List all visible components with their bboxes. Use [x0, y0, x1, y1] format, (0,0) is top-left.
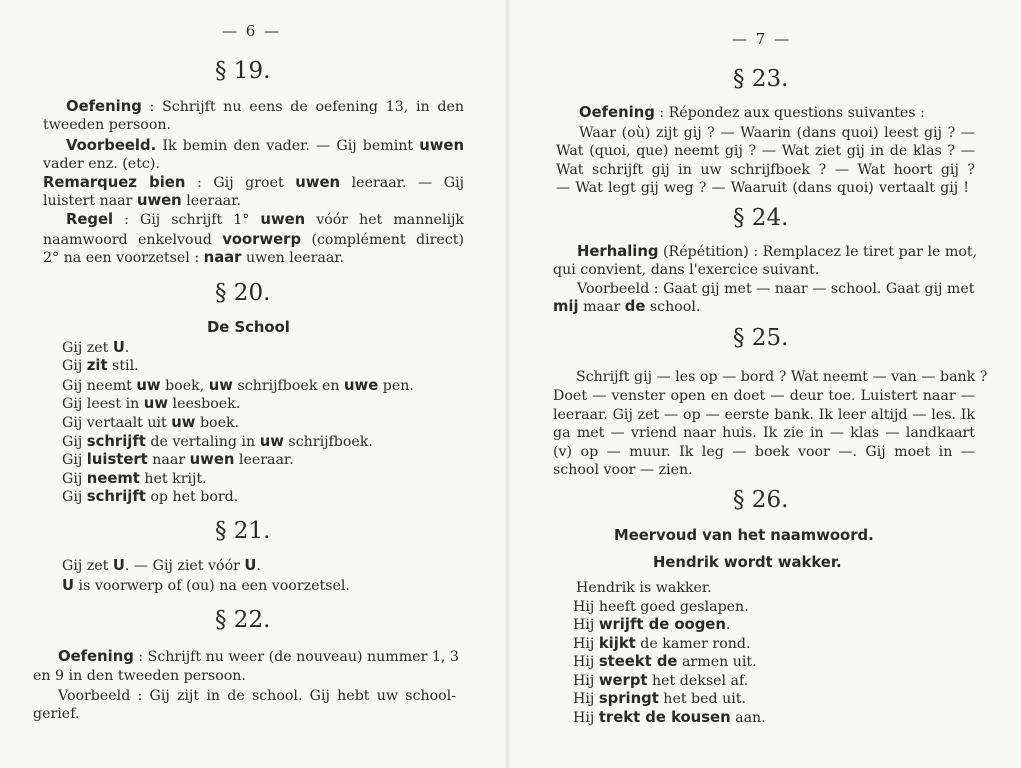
- section-heading: § 26.: [733, 487, 789, 513]
- text-line: mij maar de school.: [553, 298, 701, 315]
- section-heading: § 20.: [215, 280, 271, 306]
- text-line: Doet — venster open en doet — deur toe. Luistert naar —: [553, 388, 975, 404]
- text-line: Gij zet U.: [62, 339, 130, 356]
- section-heading: § 22.: [215, 607, 271, 633]
- text-line: Voorbeeld. Ik bemin den vader. — Gij bemint uwen: [66, 137, 464, 154]
- text-line: Gij schrijft op het bord.: [62, 488, 239, 505]
- text-line: Gij zet U. — Gij ziet vóór U.: [62, 557, 261, 574]
- text-line: Hij wrijft de oogen.: [573, 616, 731, 633]
- text-line: Hij werpt het deksel af.: [573, 672, 749, 689]
- text-line: — Wat legt gij weg ? — Waaruit (dans quoi) vertaalt gij !: [556, 180, 969, 196]
- text-line: school voor — zien.: [553, 462, 693, 478]
- text-line: Hij springt het bed uit.: [573, 690, 747, 707]
- text-line: Oefening : Schrijft nu eens de oefening 13, in den: [66, 98, 464, 115]
- left-page: [0, 0, 505, 768]
- text-line: vader enz. (etc).: [43, 156, 160, 172]
- text-line: Oefening : Répondez aux questions suivantes :: [579, 104, 925, 121]
- text-line: Gij neemt uw boek, uw schrijfboek en uwe pen.: [62, 377, 414, 394]
- text-line: Hij kijkt de kamer rond.: [573, 635, 751, 652]
- text-line: Hij heeft goed geslapen.: [573, 599, 749, 615]
- text-line: Gij luistert naar uwen leeraar.: [62, 451, 294, 468]
- page-number: — 7 —: [732, 30, 792, 48]
- section-heading: § 23.: [733, 66, 789, 92]
- text-line: Oefening : Schrijft nu weer (de nouveau) nummer 1, 3: [58, 648, 459, 665]
- text-line: tweeden persoon.: [43, 117, 172, 133]
- section-subtitle: De School: [207, 319, 290, 336]
- text-line: Schrijft gij — les op — bord ? Wat neemt — van — bank ?: [576, 369, 988, 385]
- text-line: gerief.: [33, 706, 80, 722]
- text-line: (v) op — muur. Ik leg — boek voor —. Gij moet in —: [553, 444, 975, 460]
- section-subtitle: Hendrik wordt wakker.: [653, 554, 842, 571]
- text-line: Hij trekt de kousen aan.: [573, 709, 766, 726]
- section-heading: § 24.: [733, 205, 789, 231]
- text-line: Gij neemt het krijt.: [62, 470, 207, 487]
- text-line: U is voorwerp of (ou) na een voorzetsel.: [62, 577, 350, 594]
- text-line: Waar (où) zijt gij ? — Waarin (dans quoi) leest gij ? —: [579, 125, 975, 141]
- text-line: Regel : Gij schrijft 1° uwen vóór het mannelijk: [66, 211, 464, 228]
- text-line: Hij steekt de armen uit.: [573, 653, 757, 670]
- page-number: — 6 —: [222, 22, 282, 40]
- text-line: Remarquez bien : Gij groet uwen leeraar. — Gij: [43, 174, 465, 191]
- text-line: naamwoord enkelvoud voorwerp (complément direct): [43, 231, 464, 248]
- text-line: qui convient, dans l'exercice suivant.: [553, 262, 820, 278]
- text-line: Hendrik is wakker.: [576, 580, 712, 596]
- text-line: Gij schrijft de vertaling in uw schrijfboek.: [62, 433, 373, 450]
- right-page: [510, 0, 1021, 768]
- text-line: Wat (quoi, que) neemt gij ? — Wat ziet gij in de klas ? —: [556, 143, 975, 159]
- text-line: Wat schrijft gij in uw schrijfboek ? — Wat hoort gij ?: [556, 162, 975, 178]
- text-line: luistert naar uwen leeraar.: [43, 192, 241, 209]
- text-line: leeraar. Gij zet — op — eerste bank. Ik leer altijd — les. Ik: [553, 407, 975, 423]
- text-line: Gij leest in uw leesboek.: [62, 395, 241, 412]
- text-line: Herhaling (Répétition) : Remplacez le tiret par le mot,: [577, 243, 978, 260]
- text-line: 2° na een voorzetsel : naar uwen leeraar.: [43, 249, 345, 266]
- text-line: Gij vertaalt uit uw boek.: [62, 414, 240, 431]
- text-line: ga met — vriend naar huis. Ik zie in — klas — landkaart: [553, 425, 975, 441]
- section-subtitle: Meervoud van het naamwoord.: [614, 527, 874, 544]
- section-heading: § 21.: [215, 518, 271, 544]
- section-heading: § 25.: [733, 325, 789, 351]
- text-line: Gij zit stil.: [62, 357, 139, 374]
- text-line: en 9 in den tweeden persoon.: [33, 668, 246, 684]
- text-line: Voorbeeld : Gaat gij met — naar — school. Gaat gij met: [577, 281, 975, 297]
- text-line: Voorbeeld : Gij zijt in de school. Gij hebt uw school-: [58, 688, 456, 704]
- section-heading: § 19.: [215, 58, 271, 84]
